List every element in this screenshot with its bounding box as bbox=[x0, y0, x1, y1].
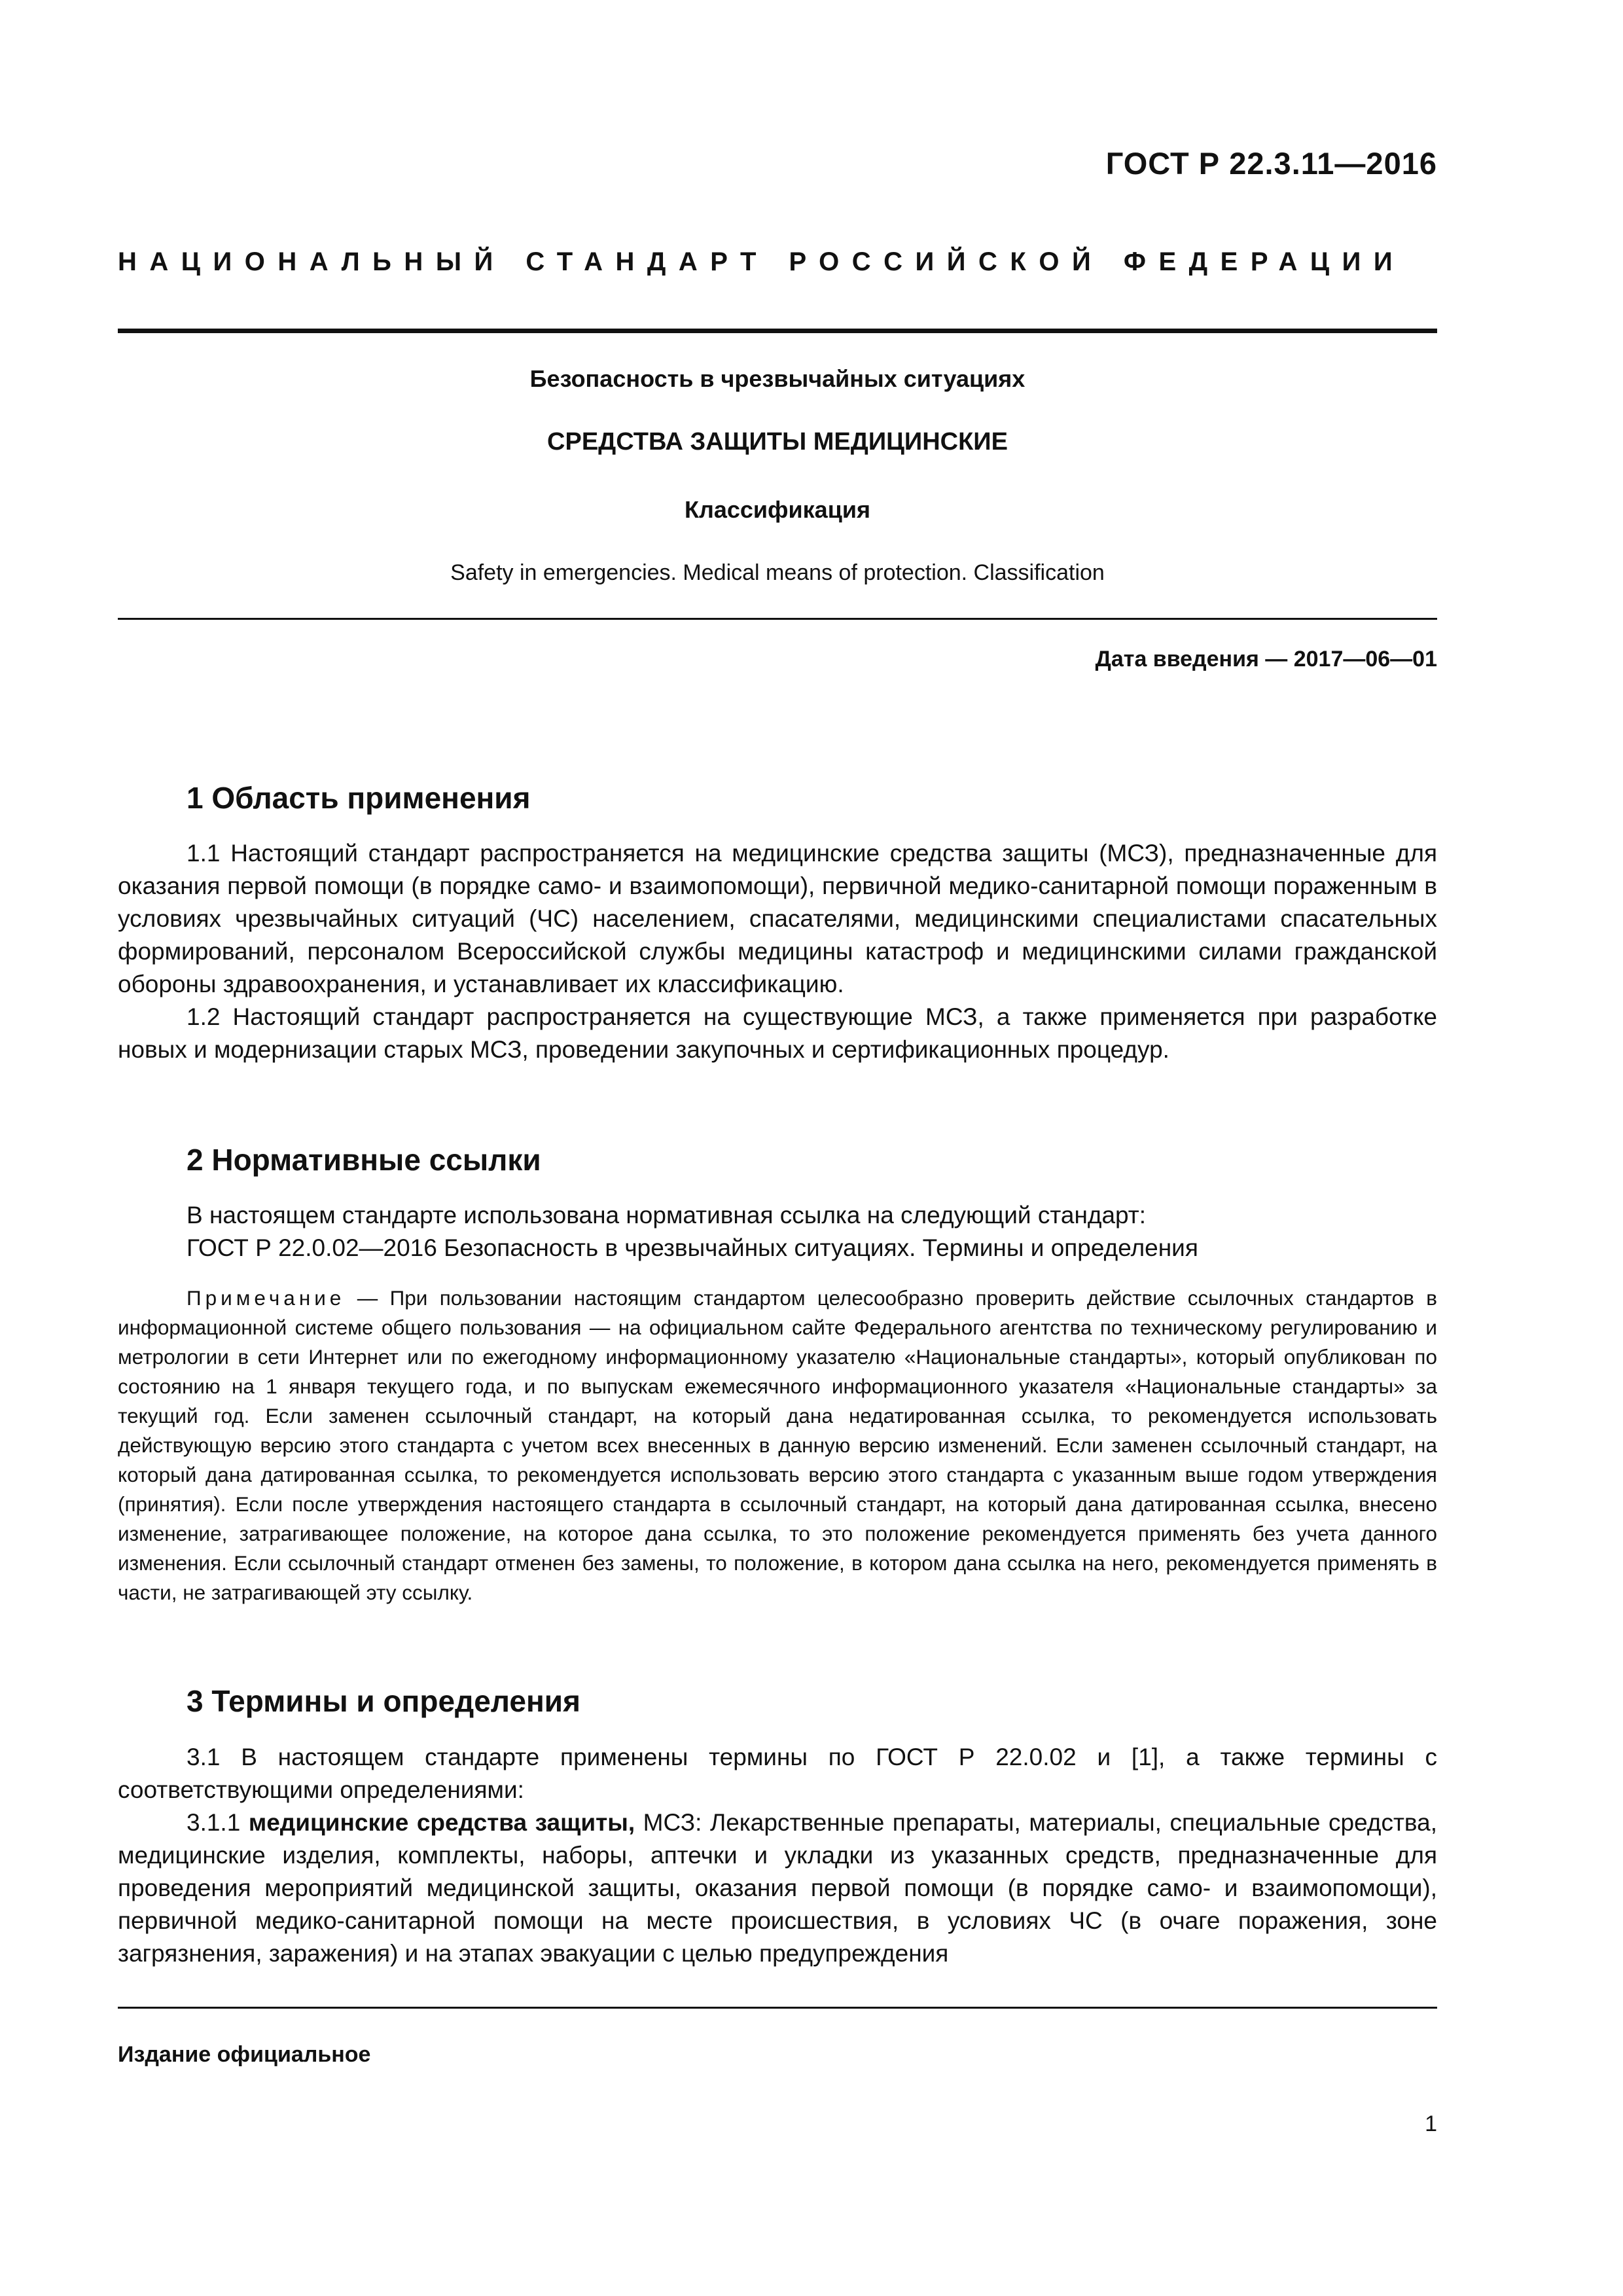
national-standard-header: НАЦИОНАЛЬНЫЙ СТАНДАРТ РОССИЙСКОЙ ФЕДЕРАЦИИ bbox=[118, 247, 1406, 276]
term-name: медицинские средства защиты, bbox=[248, 1809, 635, 1836]
section-1-body bbox=[118, 837, 1437, 1066]
footer-divider bbox=[118, 2007, 1437, 2009]
paragraph-3-1-1 bbox=[118, 1806, 1437, 1970]
standard-subtitle: Классификация bbox=[685, 496, 870, 523]
note-text: — При пользовании настоящим стандартом целесообразно проверить действие ссылочных стандартов в информационной системе общего пользования — на официальном сайте Федерального агентства по техническому регулированию и метрологии в сети Интернет или по ежегодному информационному указателю «Национальные стандарты», который опубликован по состоянию на 1 января текущего года, и по выпускам ежемесячного информационного указателя «Национальные стандарты» за текущий год. Если заменен ссылочный стандарт, на который дана недатированная ссылка, то рекомендуется использовать действующую версию этого стандарта с учетом всех внесенных в данную версию изменений. Если заменен ссылочный стандарт, на который дана датированная ссылка, то рекомендуется использовать версию этого стандарта с указанным выше годом утверждения (принятия). Если после утверждения настоящего стандарта в ссылочный стандарт, на который дана датированная ссылка, внесено изменение, затрагивающее положение, на которое дана ссылка, то это положение рекомендуется применять без учета данного изменения. Если ссылочный стандарт отменен без замены, то положение, в котором дана ссылка на него, рекомендуется применять в части, не затрагивающей эту ссылку. bbox=[118, 1286, 1437, 1604]
standard-number: ГОСТ Р 22.3.11—2016 bbox=[1105, 146, 1437, 181]
note-block bbox=[118, 1283, 1437, 1607]
english-title: Safety in emergencies. Medical means of protection. Classification bbox=[450, 560, 1105, 585]
paragraph-3-1: 3.1 В настоящем стандарте применены термины по ГОСТ Р 22.0.02 и [1], а также термины с соответствующими определениями: bbox=[118, 1744, 1437, 1803]
section-2-body bbox=[118, 1199, 1437, 1265]
paragraph-1-1: 1.1 Настоящий стандарт распространяется на медицинские средства защиты (МСЗ), предназначенные для оказания первой помощи (в порядке само- и взаимопомощи), первичной медико-санитарной помощи пораженным в условиях чрезвычайных ситуаций (ЧС) населением, спасателями, медицинскими специалистами спасательных формирований, персоналом Всероссийской службы медицины катастроф и медицинскими силами гражданской обороны здравоохранения, и устанавливает их классификацию. bbox=[118, 840, 1437, 997]
header-divider bbox=[118, 329, 1437, 333]
section-2-heading: 2 Нормативные ссылки bbox=[187, 1143, 541, 1177]
standard-subject: Безопасность в чрезвычайных ситуациях bbox=[529, 365, 1026, 392]
note-label: Примечание bbox=[187, 1286, 346, 1310]
introduction-date: Дата введения — 2017—06—01 bbox=[1095, 647, 1437, 672]
document-page bbox=[118, 0, 1437, 2296]
term-definition: МСЗ: Лекарственные препараты, материалы, специальные средства, медицинские изделия, комплекты, наборы, аптечки и укладки из указанных средств, предназначенные для проведения мероприятий медицинской защиты, оказания первой помощи (в порядке само- и взаимопомощи), первичной медико-санитарной помощи на месте происшествия, в условиях ЧС (в очаге поражения, зоне загрязнения, заражения) и на этапах эвакуации с целью предупреждения bbox=[118, 1809, 1438, 1967]
title-divider bbox=[118, 618, 1437, 620]
section-1-heading: 1 Область применения bbox=[187, 781, 531, 815]
edition-label: Издание официальное bbox=[118, 2042, 371, 2067]
page-number: 1 bbox=[1425, 2111, 1437, 2136]
paragraph-2-intro: В настоящем стандарте использована нормативная ссылка на следующий стандарт: bbox=[187, 1202, 1147, 1229]
standard-title: СРЕДСТВА ЗАЩИТЫ МЕДИЦИНСКИЕ bbox=[547, 428, 1008, 456]
paragraph-1-2: 1.2 Настоящий стандарт распространяется на существующие МСЗ, а также применяется при разработке новых и модернизации старых МСЗ, проведении закупочных и сертификационных процедур. bbox=[118, 1003, 1437, 1063]
section-3-body bbox=[118, 1741, 1437, 1970]
section-3-heading: 3 Термины и определения bbox=[187, 1684, 580, 1718]
paragraph-2-reference: ГОСТ Р 22.0.02—2016 Безопасность в чрезвычайных ситуациях. Термины и определения bbox=[187, 1234, 1198, 1261]
note-paragraph bbox=[118, 1283, 1437, 1607]
term-number: 3.1.1 bbox=[187, 1809, 249, 1836]
